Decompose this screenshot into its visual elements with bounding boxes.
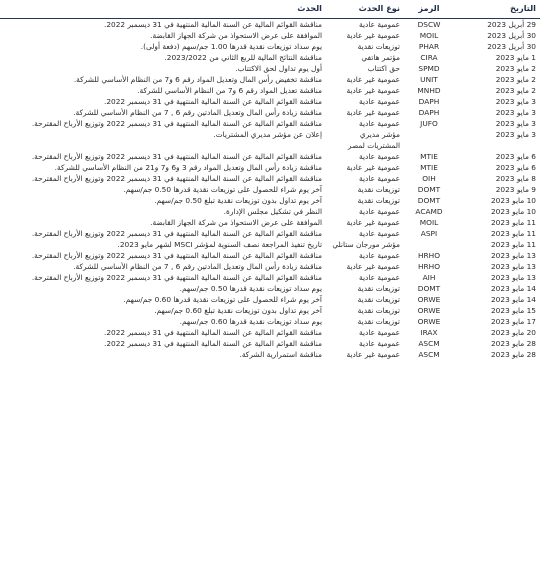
row-type: توزيعات نقدية [357, 306, 400, 315]
row-symbol: PHAR [418, 42, 440, 51]
table-row [0, 349, 540, 360]
table-row [0, 52, 540, 63]
row-date: 3 مايو 2023 [495, 108, 536, 117]
row-date: 29 أبريل 2023 [487, 20, 536, 29]
row-date: 3 مايو 2023 [495, 130, 536, 139]
row-symbol: ORWE [417, 295, 441, 304]
table-row [0, 195, 540, 206]
row-symbol: AIH [422, 273, 436, 282]
row-symbol: ORWE [417, 317, 441, 326]
table-row [0, 228, 540, 239]
row-type: عمومية عادية [359, 152, 400, 161]
table-row [0, 338, 540, 349]
row-symbol: DAPH [418, 97, 440, 106]
table-row [0, 63, 540, 74]
table-row [0, 294, 540, 305]
row-date: 6 مايو 2023 [495, 163, 536, 172]
row-symbol: MOIL [419, 218, 439, 227]
row-date: 11 مايو 2023 [490, 240, 536, 249]
table-row [0, 305, 540, 316]
row-type: عمومية غير عادية [346, 163, 400, 172]
row-date: 3 مايو 2023 [495, 119, 536, 128]
row-symbol: UNIT [420, 75, 438, 84]
row-date: 28 مايو 2023 [490, 350, 536, 359]
row-event: إعلان عن مؤشر مديري المشتريات. [213, 130, 322, 139]
row-symbol: ORWE [417, 306, 441, 315]
row-date: 9 مايو 2023 [495, 185, 536, 194]
header-type: نوع الحدث [358, 3, 400, 13]
row-date: 13 مايو 2023 [490, 251, 536, 260]
row-symbol: DOMT [417, 196, 441, 205]
table-row [0, 151, 540, 162]
table-row [0, 74, 540, 85]
row-date: 2 مايو 2023 [495, 64, 536, 73]
row-date: 17 مايو 2023 [490, 317, 536, 326]
row-type: مؤشر مورجان ستانلي [332, 240, 400, 249]
row-symbol: MTIE [420, 152, 438, 161]
row-date: 3 مايو 2023 [495, 97, 536, 106]
row-type: عمومية غير عادية [346, 262, 400, 271]
row-event: مناقشة القوائم المالية عن السنة المالية المنتهية في 31 ديسمبر 2022 وتوزيع الأرباح المقترحة. [31, 174, 322, 183]
row-event: الموافقة على عرض الاستحواذ من شركة الجهاز القابضة. [150, 31, 322, 40]
row-type: توزيعات نقدية [357, 295, 400, 304]
row-symbol: MTIE [420, 163, 438, 172]
table-row [0, 184, 540, 195]
row-type: مؤشر مديري المشتريات لمصر [347, 130, 400, 150]
row-event: مناقشة القوائم المالية عن السنة المالية المنتهية في 31 ديسمبر 2022. [103, 97, 322, 106]
row-event: مناقشة القوائم المالية عن السنة المالية المنتهية في 31 ديسمبر 2022. [103, 20, 322, 29]
table-row [0, 261, 540, 272]
table-row [0, 272, 540, 283]
row-type: مؤتمر هاتفي [361, 53, 400, 62]
row-event: آخر يوم شراء للحصول على توزيعات نقدية قدرها 0.60 جم/سهم. [123, 295, 322, 304]
row-event: آخر يوم تداول بدون توزيعات نقدية تبلغ 0.50 جم/سهم. [154, 196, 322, 205]
row-type: عمومية عادية [359, 229, 400, 238]
table-row [0, 41, 540, 52]
row-date: 1 مايو 2023 [495, 53, 536, 62]
table-row [0, 206, 540, 217]
row-event: أول يوم تداول لحق الاكتتاب. [235, 64, 322, 73]
row-date: 20 مايو 2023 [490, 328, 536, 337]
row-symbol: HRHO [417, 251, 441, 260]
table-row [0, 118, 540, 129]
table-row [0, 162, 540, 173]
row-date: 11 مايو 2023 [490, 229, 536, 238]
row-type: توزيعات نقدية [357, 196, 400, 205]
row-event: مناقشة استمرارية الشركة. [239, 350, 322, 359]
row-date: 30 أبريل 2023 [487, 31, 536, 40]
row-date: 15 مايو 2023 [490, 306, 536, 315]
row-date: 13 مايو 2023 [490, 273, 536, 282]
row-event: مناقشة القوائم المالية عن السنة المالية المنتهية في 31 ديسمبر 2022 وتوزيع الأرباح المقترحة. [31, 273, 322, 282]
row-symbol: OIH [422, 174, 436, 183]
row-event: آخر يوم تداول بدون توزيعات نقدية تبلغ 0.60 جم/سهم. [154, 306, 322, 315]
row-symbol: IRAX [420, 328, 438, 337]
row-symbol: DSCW [417, 20, 441, 29]
row-date: 30 أبريل 2023 [487, 42, 536, 51]
row-type: توزيعات نقدية [357, 317, 400, 326]
row-type: عمومية عادية [359, 119, 400, 128]
row-date: 14 مايو 2023 [490, 284, 536, 293]
row-type: حق اكتتاب [367, 64, 400, 73]
row-date: 28 مايو 2023 [490, 339, 536, 348]
row-event: يوم سداد توزيعات نقدية قدرها 0.60 جم/سهم. [179, 317, 322, 326]
table-row [0, 217, 540, 228]
table-header [0, 0, 540, 19]
row-type: توزيعات نقدية [357, 42, 400, 51]
row-event: الموافقة على عرض الاستحواذ من شركة الجهاز القابضة. [150, 218, 322, 227]
row-symbol: DOMT [417, 284, 441, 293]
table-row [0, 19, 540, 30]
row-type: توزيعات نقدية [357, 284, 400, 293]
row-event: مناقشة القوائم المالية عن السنة المالية المنتهية في 31 ديسمبر 2022 وتوزيع الأرباح المقترحة. [31, 152, 322, 161]
row-event: مناقشة تخفيض رأس المال وتعديل المواد رقم 6 و7 من النظام الأساسي للشركة. [73, 75, 322, 84]
row-type: عمومية غير عادية [346, 31, 400, 40]
row-type: عمومية عادية [359, 339, 400, 348]
row-event: مناقشة القوائم المالية عن السنة المالية المنتهية في 31 ديسمبر 2022. [103, 328, 322, 337]
table-row [0, 85, 540, 96]
row-symbol: ASPI [420, 229, 438, 238]
row-symbol: ASCM [418, 350, 440, 359]
row-symbol: SPMD [418, 64, 440, 73]
row-symbol: MOIL [419, 31, 439, 40]
row-symbol: DOMT [417, 185, 441, 194]
row-event: يوم سداد توزيعات نقدية قدرها 1.00 جم/سهم (دفعة أولى). [140, 42, 322, 51]
row-symbol: ACAMD [415, 207, 443, 216]
row-date: 8 مايو 2023 [495, 174, 536, 183]
row-type: عمومية غير عادية [346, 86, 400, 95]
row-date: 11 مايو 2023 [490, 218, 536, 227]
table-row [0, 129, 540, 151]
row-symbol: MNHD [417, 86, 441, 95]
header-date: التاريخ [510, 3, 536, 13]
row-type: عمومية عادية [359, 20, 400, 29]
row-type: عمومية غير عادية [346, 350, 400, 359]
table-row [0, 96, 540, 107]
table-row [0, 30, 540, 41]
row-event: آخر يوم شراء للحصول على توزيعات نقدية قدرها 0.50 جم/سهم. [123, 185, 322, 194]
row-date: 6 مايو 2023 [495, 152, 536, 161]
row-symbol: DAPH [418, 108, 440, 117]
row-event: مناقشة القوائم المالية عن السنة المالية المنتهية في 31 ديسمبر 2022. [103, 339, 322, 348]
header-event: الحدث [297, 3, 322, 13]
table-row [0, 250, 540, 261]
row-type: توزيعات نقدية [357, 185, 400, 194]
row-date: 14 مايو 2023 [490, 295, 536, 304]
row-date: 10 مايو 2023 [490, 196, 536, 205]
row-date: 2 مايو 2023 [495, 86, 536, 95]
row-type: عمومية غير عادية [346, 75, 400, 84]
row-event: مناقشة زيادة رأس المال وتعديل المواد رقم 3 و6 و7 و21 من النظام الأساسي للشركة. [54, 163, 322, 172]
table-row [0, 173, 540, 184]
row-symbol: CIRA [420, 53, 438, 62]
table-row [0, 316, 540, 327]
row-type: عمومية عادية [359, 328, 400, 337]
row-type: عمومية عادية [359, 251, 400, 260]
table-row [0, 283, 540, 294]
row-event: مناقشة القوائم المالية عن السنة المالية المنتهية في 31 ديسمبر 2022 وتوزيع الأرباح المقترحة. [31, 251, 322, 260]
row-type: عمومية عادية [359, 207, 400, 216]
row-event: النظر في تشكيل مجلس الإدارة. [223, 207, 322, 216]
row-event: تاريخ تنفيذ المراجعة نصف السنوية لمؤشر MSCI لشهر مايو 2023. [117, 240, 322, 249]
row-event: مناقشة زيادة رأس المال وتعديل المادتين رقم 6 , 7 من النظام الأساسي للشركة. [73, 262, 322, 271]
row-symbol: JUFO [420, 119, 438, 128]
table-body [0, 19, 540, 360]
row-date: 13 مايو 2023 [490, 262, 536, 271]
row-event: مناقشة القوائم المالية عن السنة المالية المنتهية في 31 ديسمبر 2022 وتوزيع الأرباح المقترحة. [31, 119, 322, 128]
row-type: عمومية غير عادية [346, 218, 400, 227]
row-type: عمومية عادية [359, 97, 400, 106]
row-event: مناقشة تعديل المواد رقم 6 و7 من النظام الأساسي للشركة. [137, 86, 322, 95]
table-row [0, 107, 540, 118]
row-event: يوم سداد توزيعات نقدية قدرها 0.50 جم/سهم. [179, 284, 322, 293]
table-row [0, 327, 540, 338]
row-date: 2 مايو 2023 [495, 75, 536, 84]
row-type: عمومية عادية [359, 174, 400, 183]
row-date: 10 مايو 2023 [490, 207, 536, 216]
row-event: مناقشة النتائج المالية للربع الثاني من 2023/2022. [164, 53, 322, 62]
row-type: عمومية عادية [359, 273, 400, 282]
row-symbol: ASCM [418, 339, 440, 348]
row-event: مناقشة القوائم المالية عن السنة المالية المنتهية في 31 ديسمبر 2022 وتوزيع الأرباح المقترحة. [31, 229, 322, 238]
row-event: مناقشة زيادة رأس المال وتعديل المادتين رقم 6 , 7 من النظام الأساسي للشركة. [73, 108, 322, 117]
header-symbol: الرمز [418, 3, 440, 13]
table-row [0, 239, 540, 250]
row-symbol: HRHO [417, 262, 441, 271]
row-type: عمومية غير عادية [346, 108, 400, 117]
